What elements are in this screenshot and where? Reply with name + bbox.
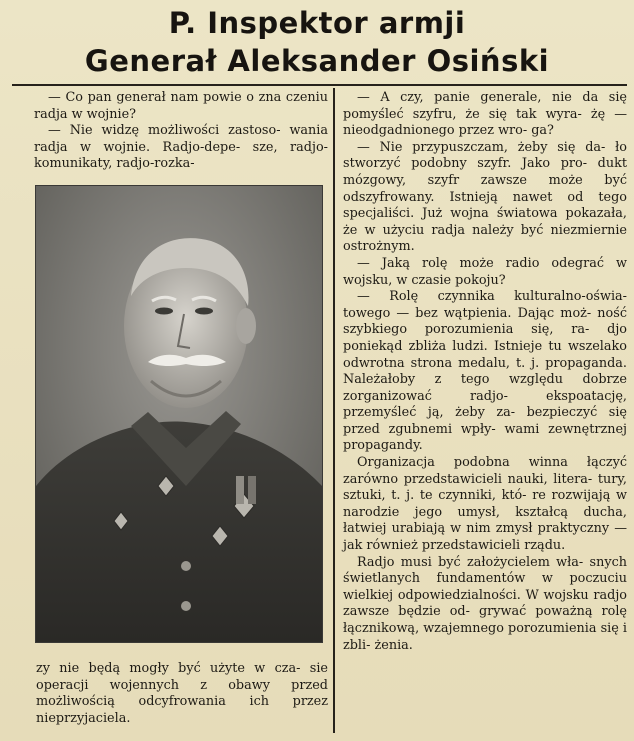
paragraph: Organizacja podobna winna łączyć zarówno przedstawicieli nauki, litera- tury, sztuki, t. j. te czynniki, któ- re rozwijają w narodzie jego umysł, kształcą ducha, łatwiej urabiają w nim zmysł praktyczny — jak również przedstawicieli rządu. xyxy=(343,455,627,554)
general-portrait-image xyxy=(36,186,322,642)
paragraph: — Jaką rolę może radio odegrać w wojsku, w czasie pokoju? xyxy=(343,255,627,288)
paragraph: zy nie będą mogły być użyte w cza- sie operacji wojennych z obawy przed możliwością odcyfrowania ich przez nieprzyjaciela. xyxy=(36,661,328,726)
headline-line-2: Generał Aleksander Osiński xyxy=(84,44,550,78)
left-column-top xyxy=(34,90,328,173)
right-column xyxy=(343,90,627,654)
paragraph: Radjo musi być założycielem wła- snych świetlanych fundamentów w poczuciu wielkiej odpowiedzialności. W wojsku radjo zawsze będzie od- grywać poważną rolę łącznikową, wzajemnego porozumienia się i zbli- żenia. xyxy=(343,554,627,653)
left-column-bottom xyxy=(36,661,328,727)
paragraph: — Nie widzę możliwości zastoso- wania radja w wojnie. Radjo-depe- sze, radjo-komunikaty, radjo-rozka- xyxy=(34,123,328,172)
paragraph: — Co pan generał nam powie o zna czeniu radja w wojnie? xyxy=(34,90,328,122)
headline-rule xyxy=(12,84,627,86)
portrait-photo xyxy=(35,185,323,643)
paragraph: — Rolę czynnika kulturalno-oświa- towego — bez wątpienia. Dając moż- ność szybkiego porozumienia się, ra- djo poniekąd zbliża ludzi. Istnieje tu wszelako odwrotna strona medalu, t. j. propaganda. Należałoby z tego względu dobrze zorganizować radjo- ekspoatację, przemyśleć ją, żeby za- bezpieczyć się przed zgubnemi wpły- wami zewnętrznej propagandy. xyxy=(343,289,627,454)
paragraph: — A czy, panie generale, nie da się pomyśleć szyfru, że się tak wyra- żę — nieodgadnionego przez wro- ga? xyxy=(343,90,627,139)
paragraph: — Nie przypuszczam, żeby się da- ło stworzyć podobny szyfr. Jako pro- dukt mózgowy, szyfr zawsze może być odszyfrowany. Istnieją nawet od tego specjaliści. Już wojna światowa pokazała, że w użyciu radja należy być niezmiernie ostrożnym. xyxy=(343,139,627,255)
headline-line-1: P. Inspektor armji xyxy=(168,6,466,40)
column-divider xyxy=(333,88,335,733)
